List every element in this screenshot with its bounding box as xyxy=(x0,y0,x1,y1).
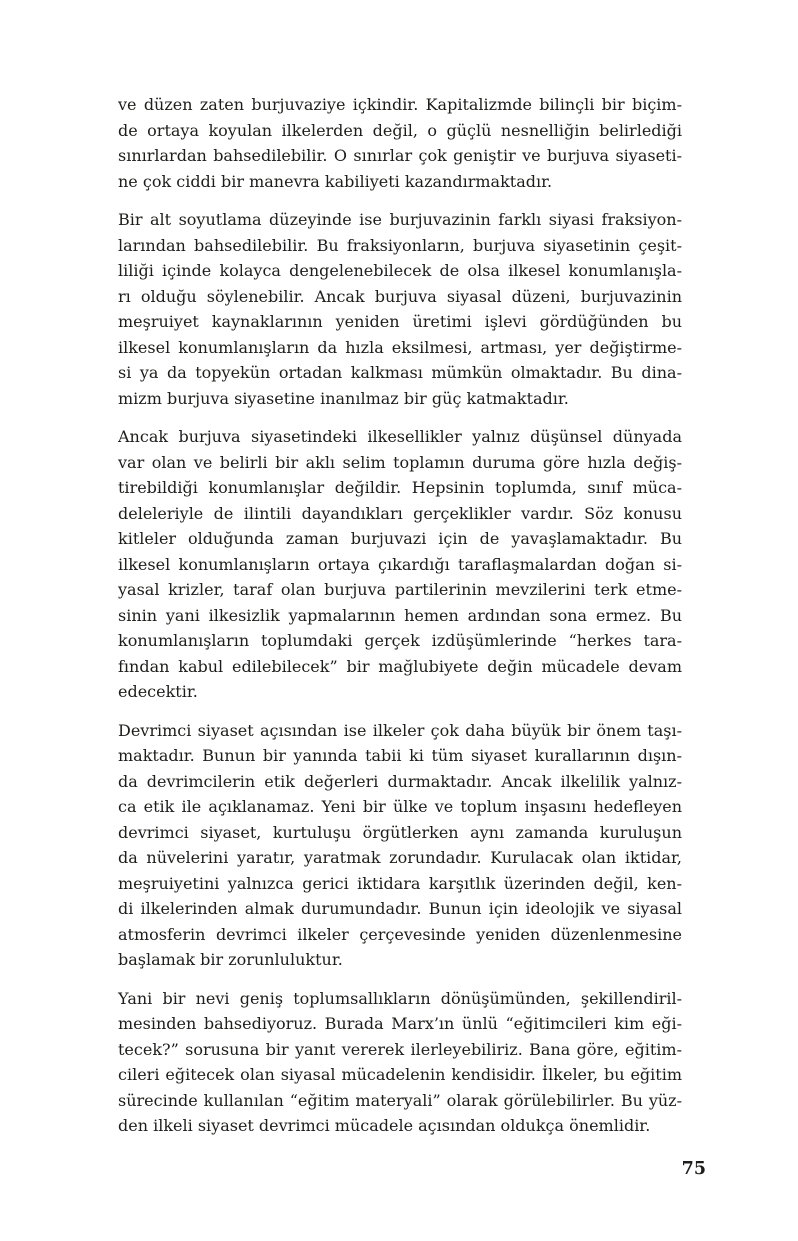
text-line: deleleriyle de ilintili dayandıkları gerçeklikler vardır. Söz konusu xyxy=(118,503,682,523)
text-line: di ilkelerinden almak durumundadır. Bunun için ideolojik ve siyasal xyxy=(118,899,682,918)
text-line: ilkesel konumlanışların ortaya çıkardığı taraflaşmalardan doğan si- xyxy=(118,554,682,574)
text-line: ca etik ile açıklanamaz. Yeni bir ülke ve toplum inşasını hedefleyen xyxy=(118,797,682,816)
text-line: sinin yani ilkesizlik yapmalarının hemen ardından sona ermez. Bu xyxy=(118,605,682,625)
text-line: Yani bir nevi geniş toplumsallıkların dönüşümünden, şekillendiril- xyxy=(118,988,682,1008)
text-line: mizm burjuva siyasetine inanılmaz bir güç katmaktadır. xyxy=(118,388,569,408)
text-line: Ancak burjuva siyasetindeki ilkesellikler yalnız düşünsel dünyada xyxy=(118,427,682,446)
paragraph xyxy=(118,92,682,194)
body-text xyxy=(118,92,682,1139)
paragraph xyxy=(118,718,682,973)
text-line: sınırlardan bahsedilebilir. O sınırlar çok geniştir ve burjuva siyaseti- xyxy=(118,146,682,165)
paragraph xyxy=(118,424,682,705)
text-line: si ya da topyekün ortadan kalkması mümkün olmaktadır. Bu dina- xyxy=(118,363,682,382)
text-line: ne çok ciddi bir manevra kabiliyeti kazandırmaktadır. xyxy=(118,171,553,191)
text-line: cileri eğitecek olan siyasal mücadelenin kendisidir. İlkeler, bu eğitim xyxy=(118,1065,682,1084)
text-line: edecektir. xyxy=(118,682,198,701)
text-line: ilkesel konumlanışların da hızla eksilmesi, artması, yer değiştirme- xyxy=(118,337,682,357)
text-line: da nüvelerini yaratır, yaratmak zorundadır. Kurulacak olan iktidar, xyxy=(118,848,682,867)
page-number: 75 xyxy=(681,1159,706,1179)
text-line: başlamak bir zorunluluktur. xyxy=(118,950,343,969)
text-line: liliği içinde kolayca dengelenebilecek de olsa ilkesel konumlanışla- xyxy=(118,261,682,280)
text-line: atmosferin devrimci ilkeler çerçevesinde yeniden düzenlenmesine xyxy=(118,924,682,944)
text-line: ve düzen zaten burjuvaziye içkindir. Kapitalizmde bilinçli bir biçim- xyxy=(118,95,682,114)
text-line: mesinden bahsediyoruz. Burada Marx’ın ünlü “eğitimcileri kim eği- xyxy=(118,1014,682,1033)
text-line: de ortaya koyulan ilkelerden değil, o güçlü nesnelliğin belirlediği xyxy=(118,120,682,140)
text-line: sürecinde kullanılan “eğitim materyali” olarak görülebilirler. Bu yüz- xyxy=(118,1090,682,1110)
text-line: konumlanışların toplumdaki gerçek izdüşümlerinde “herkes tara- xyxy=(118,631,682,650)
text-line: meşruiyetini yalnızca gerici iktidara karşıtlık üzerinden değil, ken- xyxy=(118,873,682,893)
text-line: fından kabul edilebilecek” bir mağlubiyete değin mücadele devam xyxy=(118,656,682,676)
text-line: larından bahsedilebilir. Bu fraksiyonların, burjuva siyasetinin çeşit- xyxy=(118,235,682,255)
text-line: meşruiyet kaynaklarının yeniden üretimi işlevi gördüğünden bu xyxy=(118,312,682,331)
page-footer xyxy=(682,1159,706,1179)
text-line: devrimci siyaset, kurtuluşu örgütlerken aynı zamanda kuruluşun xyxy=(118,822,682,842)
text-line: tecek?” sorusuna bir yanıt vererek ilerleyebiliriz. Bana göre, eğitim- xyxy=(118,1039,682,1059)
text-line: kitleler olduğunda zaman burjuvazi için de yavaşlamaktadır. Bu xyxy=(118,529,682,548)
text-line: rı olduğu söylenebilir. Ancak burjuva siyasal düzeni, burjuvazinin xyxy=(118,286,682,306)
text-line: da devrimcilerin etik değerleri durmaktadır. Ancak ilkelilik yalnız- xyxy=(118,771,682,791)
paragraph xyxy=(118,207,682,411)
text-line: den ilkeli siyaset devrimci mücadele açısından oldukça önemlidir. xyxy=(118,1116,651,1135)
text-line: Devrimci siyaset açısından ise ilkeler çok daha büyük bir önem taşı- xyxy=(118,720,682,740)
text-line: tirebildiği konumlanışlar değildir. Hepsinin toplumda, sınıf müca- xyxy=(118,478,682,497)
paragraph xyxy=(118,986,682,1139)
text-line: Bir alt soyutlama düzeyinde ise burjuvazinin farklı siyasi fraksiyon- xyxy=(118,210,682,229)
text-line: var olan ve belirli bir aklı selim toplamın duruma göre hızla değiş- xyxy=(118,452,682,472)
text-line: yasal krizler, taraf olan burjuva partilerinin mevzilerini terk etme- xyxy=(118,580,682,599)
text-line: maktadır. Bunun bir yanında tabii ki tüm siyaset kurallarının dışın- xyxy=(118,746,682,765)
